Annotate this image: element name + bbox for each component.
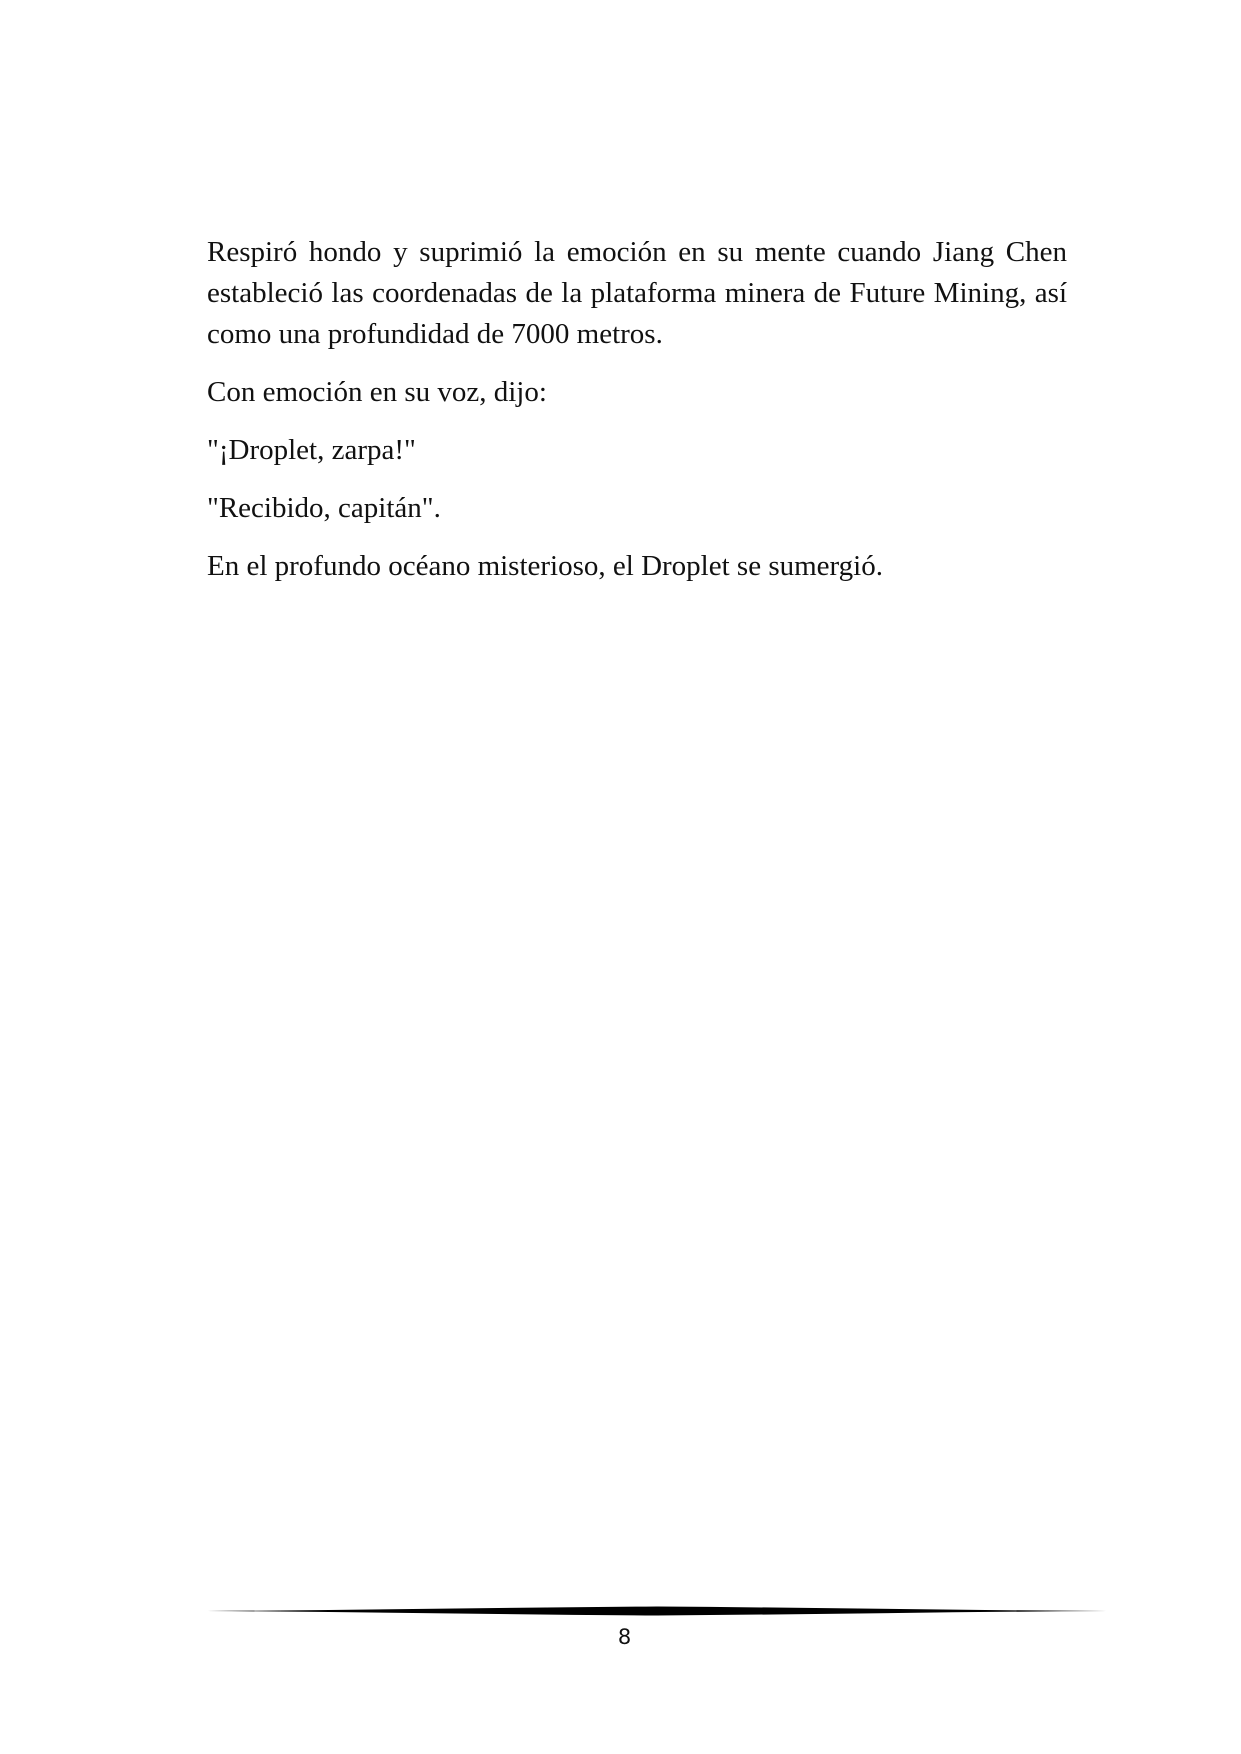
- paragraph: Respiró hondo y suprimió la emoción en su mente cuando Jiang Chen estableció las coordenadas de la plataforma minera de Future Mining, así como una profundidad de 7000 metros.: [207, 236, 1067, 350]
- paragraph: Con emoción en su voz, dijo:: [207, 376, 547, 408]
- page-number: 8: [617, 1625, 632, 1649]
- paragraph: En el profundo océano misterioso, el Droplet se sumergió.: [207, 550, 883, 582]
- paragraph: "¡Droplet, zarpa!": [207, 434, 416, 466]
- footer-divider: [207, 1604, 1107, 1618]
- body-text: [207, 232, 1067, 604]
- paragraph: "Recibido, capitán".: [207, 492, 441, 524]
